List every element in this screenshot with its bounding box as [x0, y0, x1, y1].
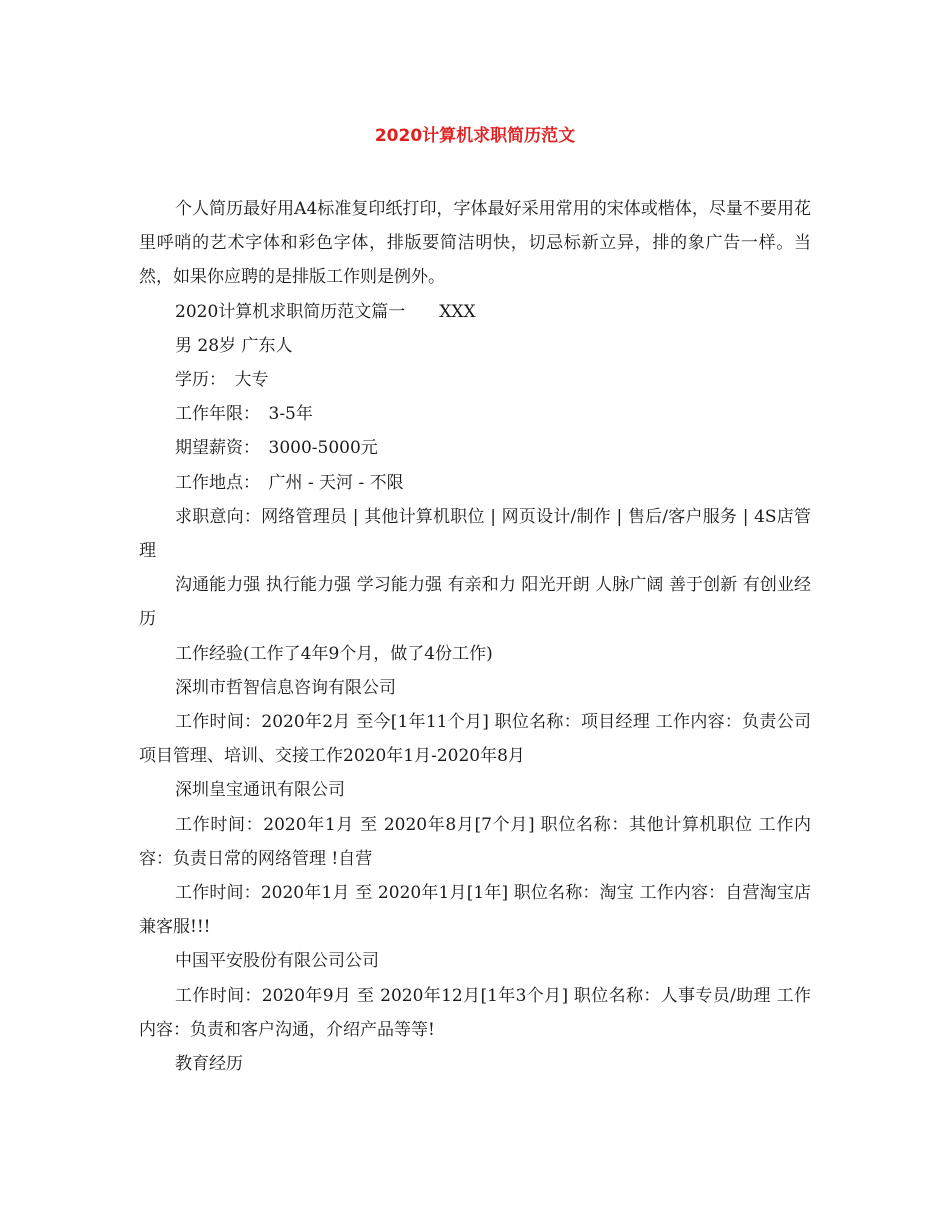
- paragraph-basic-info: 男 28岁 广东人: [175, 335, 293, 356]
- paragraph-job-2: 工作时间：2020年1月 至 2020年8月[7个月] 职位名称：其他计算机职位 工作内容：负责日常的网络管理 !自营: [139, 814, 811, 869]
- document-body: [139, 192, 811, 1081]
- paragraph-job-3: 工作时间：2020年1月 至 2020年1月[1年] 职位名称：淘宝 工作内容：自营淘宝店兼客服!!!: [139, 883, 811, 938]
- paragraph-job-4: 工作时间：2020年9月 至 2020年12月[1年3个月] 职位名称：人事专员/助理 工作内容：负责和客户沟通，介绍产品等等!: [139, 985, 811, 1040]
- paragraph-job-intention: 求职意向：网络管理员 | 其他计算机职位 | 网页设计/制作 | 售后/客户服务 | 4S店管理: [139, 506, 811, 562]
- paragraph-strengths: 沟通能力强 执行能力强 学习能力强 有亲和力 阳光开朗 人脉广阔 善于创新 有创业经历: [139, 575, 811, 630]
- paragraph-work-years: 工作年限： 3-5年: [175, 404, 313, 425]
- paragraph-resume-heading: 2020计算机求职简历范文篇一 XXX: [175, 301, 476, 322]
- paragraph-education-heading: 教育经历: [175, 1054, 243, 1075]
- paragraph-work-location: 工作地点： 广州 - 天河 - 不限: [175, 472, 404, 493]
- paragraph-expected-salary: 期望薪资： 3000-5000元: [175, 438, 378, 459]
- paragraph-company-1: 深圳市哲智信息咨询有限公司: [175, 677, 396, 698]
- paragraph-education-level: 学历： 大专: [175, 370, 269, 391]
- paragraph-job-1: 工作时间：2020年2月 至今[1年11个月] 职位名称：项目经理 工作内容：负责公司项目管理、培训、交接工作2020年1月-2020年8月: [139, 712, 811, 767]
- paragraph-company-3: 中国平安股份有限公司公司: [175, 951, 379, 972]
- paragraph-company-2: 深圳皇宝通讯有限公司: [175, 780, 345, 801]
- document-title: 2020计算机求职简历范文: [374, 126, 576, 146]
- paragraph-work-experience-heading: 工作经验(工作了4年9个月，做了4份工作): [175, 643, 493, 664]
- paragraph-intro: 个人简历最好用A4标准复印纸打印，字体最好采用常用的宋体或楷体，尽量不要用花里呼哨的艺术字体和彩色字体，排版要简洁明快，切忌标新立异，排的象广告一样。当然，如果你应聘的是排版工作则是例外。: [139, 199, 811, 288]
